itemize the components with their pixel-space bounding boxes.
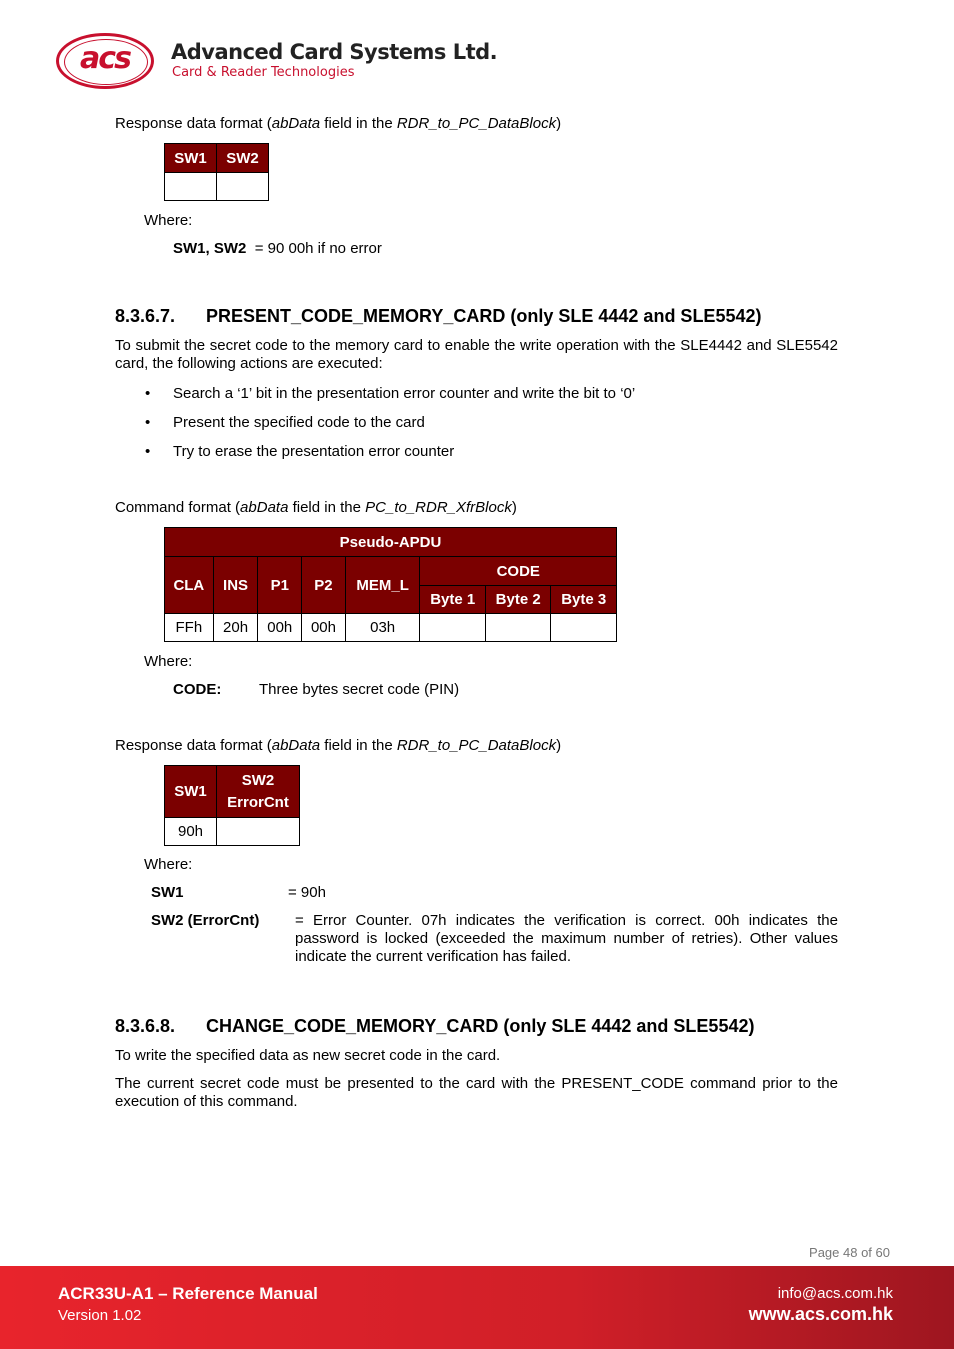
logo-text: acs [80,41,130,76]
cell-p1: 00h [258,614,302,642]
manual-title: ACR33U-A1 – Reference Manual [58,1284,318,1303]
code-description: Three bytes secret code (PIN) [259,681,460,698]
section-number: 8.3.6.8. [115,1016,176,1036]
company-tagline: Card & Reader Technologies [172,65,355,80]
list-item: • Present the specified code to the card [115,414,838,443]
header-sw1: SW1 [165,144,217,173]
cell-sw2 [217,173,269,201]
list-item: • Try to erase the presentation error counter [115,443,838,472]
cell-byte3 [551,614,617,642]
code-label: CODE: [173,681,222,698]
cell-mem-l: 03h [345,614,420,642]
cell-cla: FFh [165,614,214,642]
header-byte2: Byte 2 [485,586,550,614]
section-paragraph: To write the specified data as new secret code in the card. [115,1047,501,1064]
header-sw1: SW1 [165,766,217,818]
command-table [164,527,617,642]
contact-email[interactable]: info@acs.com.hk [777,1285,893,1302]
page-number: Page 48 of 60 [809,1245,890,1260]
website-link[interactable]: www.acs.com.hk [748,1304,893,1324]
header-sw2: SW2 [217,144,269,173]
cell-byte2 [485,614,550,642]
header-code: CODE [420,557,617,586]
cell-sw1: 90h [165,818,217,846]
list-item: • Search a ‘1’ bit in the presentation error counter and write the bit to ‘0’ [115,385,838,414]
sw2-label: SW2 (ErrorCnt) [151,912,260,929]
sw-definition: SW1, SW2 = 90 00h if no error [173,240,382,257]
response-format-intro: Response data format (abData field in the RDR_to_PC_DataBlock) [115,737,562,754]
cell-byte1 [420,614,485,642]
company-name: Advanced Card Systems Ltd. [171,40,498,64]
section-paragraph: To submit the secret code to the memory card to enable the write operation with the SLE4442 and SLE5542 card, the following actions are executed: [115,337,838,372]
header-sw2-errorcnt: SW2 ErrorCnt [217,766,300,818]
sw1-value: = 90h [288,884,326,901]
section-title: CHANGE_CODE_MEMORY_CARD (only SLE 4442 and SLE5542) [206,1016,755,1036]
pseudo-apdu-header: Pseudo-APDU [165,528,617,557]
cell-ins: 20h [213,614,258,642]
section-paragraph: The current secret code must be presented to the card with the PRESENT_CODE command prior to the execution of this command. [115,1075,838,1110]
header-byte1: Byte 1 [420,586,485,614]
where-label: Where: [144,212,193,229]
sw2-description: = Error Counter. 07h indicates the verification is correct. 00h indicates the password is locked (exceeded the maximum number of retries). Other values indicate the current verification has failed. [295,912,838,965]
action-list [115,385,838,472]
cell-sw2 [217,818,300,846]
response-format-intro: Response data format (abData field in the RDR_to_PC_DataBlock) [115,115,562,132]
header-p2: P2 [302,557,346,614]
section-number: 8.3.6.7. [115,306,176,326]
cell-p2: 00h [302,614,346,642]
header-p1: P1 [258,557,302,614]
footer-bar [0,1266,954,1349]
header-byte3: Byte 3 [551,586,617,614]
response-table [164,143,269,201]
header-cla: CLA [165,557,214,614]
command-format-intro: Command format (abData field in the PC_to_RDR_XfrBlock) [115,499,517,516]
header-ins: INS [213,557,258,614]
response-table [164,765,300,846]
header-mem-l: MEM_L [345,557,420,614]
where-label: Where: [144,653,193,670]
section-title: PRESENT_CODE_MEMORY_CARD (only SLE 4442 and SLE5542) [206,306,762,326]
sw1-label: SW1 [151,884,184,901]
manual-version: Version 1.02 [58,1307,142,1324]
where-label: Where: [144,856,193,873]
cell-sw1 [165,173,217,201]
